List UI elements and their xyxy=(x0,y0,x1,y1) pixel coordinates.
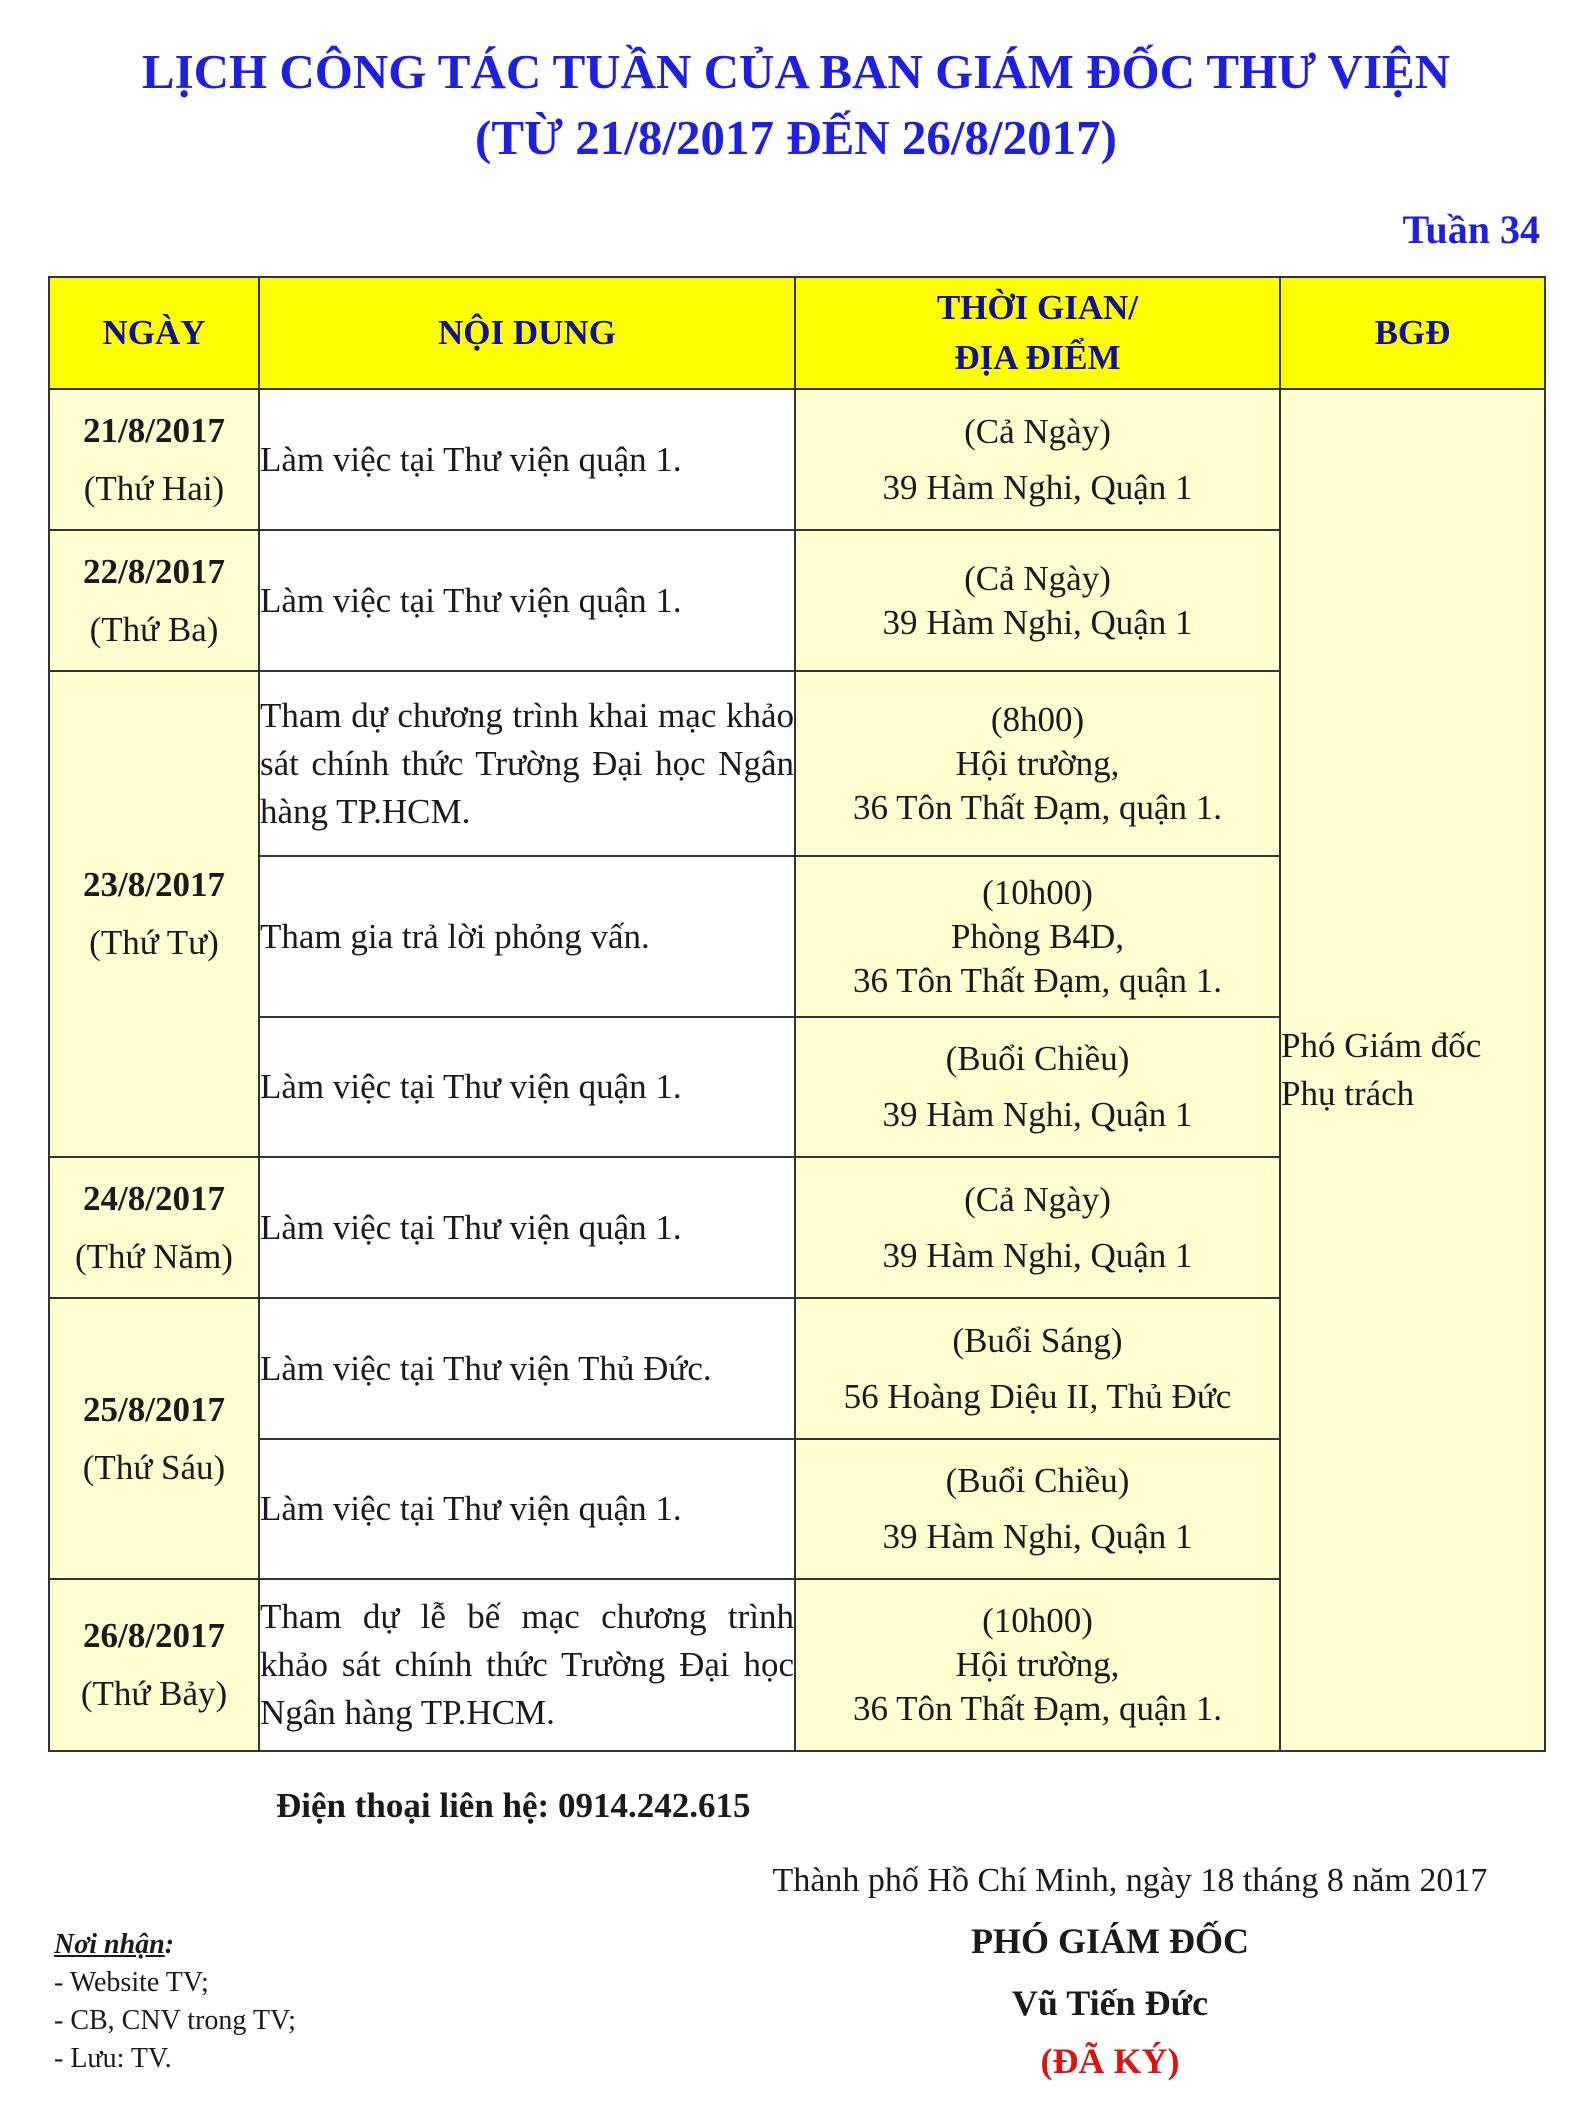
content-cell: Làm việc tại Thư viện quận 1. xyxy=(259,1157,795,1298)
table-header-row xyxy=(49,277,1545,389)
time-place-cell xyxy=(795,1298,1280,1439)
place-text-2: 36 Tôn Thất Đạm, quận 1. xyxy=(852,1689,1223,1728)
place-text: 39 Hàm Nghi, Quận 1 xyxy=(882,467,1193,507)
contact-phone: Điện thoại liên hệ: 0914.242.615 xyxy=(276,1786,751,1825)
time-text: (8h00) xyxy=(990,699,1085,739)
recipients-heading xyxy=(54,1926,296,1964)
day-cell xyxy=(49,1298,259,1579)
day-weekday: (Thứ Bảy) xyxy=(80,1674,228,1713)
table-row xyxy=(49,389,1545,530)
day-weekday: (Thứ Ba) xyxy=(89,609,219,649)
place-text: 39 Hàm Nghi, Quận 1 xyxy=(882,1517,1193,1556)
place-date: Thành phố Hồ Chí Minh, ngày 18 tháng 8 năm 2017 xyxy=(772,1862,1488,1899)
time-place-cell xyxy=(795,1157,1280,1298)
time-text: (10h00) xyxy=(982,872,1093,912)
recipient-item: - CB, CNV trong TV; xyxy=(54,2005,296,2036)
place-text: 39 Hàm Nghi, Quận 1 xyxy=(882,1235,1193,1275)
content-cell: Tham dự lễ bế mạc chương trình khảo sát chính thức Trường Đại học Ngân hàng TP.HCM. xyxy=(259,1579,795,1751)
place-text: Phòng B4D, xyxy=(950,916,1125,956)
day-cell xyxy=(49,671,259,1157)
day-date: 25/8/2017 xyxy=(83,1389,225,1429)
col-header-content: NỘI DUNG xyxy=(259,277,795,389)
day-weekday: (Thứ Tư) xyxy=(89,923,219,962)
content-cell: Làm việc tại Thư viện quận 1. xyxy=(259,389,795,530)
col-header-time-place xyxy=(795,277,1280,389)
recipients-title: Nơi nhận xyxy=(54,1929,165,1960)
col-header-bgd: BGĐ xyxy=(1280,277,1545,389)
recipient-item: - Website TV; xyxy=(54,1967,209,1998)
day-cell xyxy=(49,530,259,671)
time-place-cell xyxy=(795,671,1280,856)
time-place-cell xyxy=(795,856,1280,1017)
day-cell xyxy=(49,1579,259,1751)
time-text: (Buổi Chiều) xyxy=(945,1039,1130,1078)
time-text: (Cả Ngày) xyxy=(964,1179,1111,1219)
time-text: (Cả Ngày) xyxy=(964,558,1111,598)
content-cell: Làm việc tại Thư viện quận 1. xyxy=(259,1017,795,1157)
time-place-cell xyxy=(795,530,1280,671)
time-text: (10h00) xyxy=(982,1601,1093,1640)
time-text: (Buổi Sáng) xyxy=(952,1320,1123,1360)
recipients-block xyxy=(54,1926,296,2078)
content-cell: Làm việc tại Thư viện Thủ Đức. xyxy=(259,1298,795,1439)
time-text: (Buổi Chiều) xyxy=(945,1461,1130,1500)
schedule-table xyxy=(48,276,1546,1752)
recipients-colon: : xyxy=(164,1929,175,1960)
col-header-date: NGÀY xyxy=(49,277,259,389)
place-text: 56 Hoàng Diệu II, Thủ Đức xyxy=(843,1376,1232,1416)
place-text: Hội trường, xyxy=(955,743,1120,783)
content-cell: Làm việc tại Thư viện quận 1. xyxy=(259,530,795,671)
col-header-time: THỜI GIAN/ xyxy=(936,288,1139,327)
day-cell xyxy=(49,389,259,530)
week-number: Tuần 34 xyxy=(1402,207,1540,252)
col-header-place: ĐỊA ĐIỂM xyxy=(954,338,1121,377)
signer-name: Vũ Tiến Đức xyxy=(1011,1983,1209,2023)
time-text: (Cả Ngày) xyxy=(964,411,1111,451)
time-place-cell xyxy=(795,389,1280,530)
signer-role: PHÓ GIÁM ĐỐC xyxy=(971,1921,1249,1961)
content-cell: Làm việc tại Thư viện quận 1. xyxy=(259,1439,795,1579)
day-weekday: (Thứ Sáu) xyxy=(82,1447,226,1487)
place-text-2: 36 Tôn Thất Đạm, quận 1. xyxy=(852,960,1223,1000)
content-cell: Tham gia trả lời phỏng vấn. xyxy=(259,856,795,1017)
time-place-cell xyxy=(795,1579,1280,1751)
day-weekday: (Thứ Năm) xyxy=(75,1236,233,1276)
recipient-item: - Lưu: TV. xyxy=(54,2043,172,2074)
place-text: 39 Hàm Nghi, Quận 1 xyxy=(882,1095,1193,1134)
time-place-cell xyxy=(795,1439,1280,1579)
place-text: Hội trường, xyxy=(955,1645,1120,1684)
content-cell: Tham dự chương trình khai mạc khảo sát chính thức Trường Đại học Ngân hàng TP.HCM. xyxy=(259,671,795,856)
signed-mark: (ĐÃ KÝ) xyxy=(1040,2041,1180,2081)
day-date: 22/8/2017 xyxy=(83,551,225,591)
day-weekday: (Thứ Hai) xyxy=(83,468,225,508)
document-title: LỊCH CÔNG TÁC TUẦN CỦA BAN GIÁM ĐỐC THƯ VIỆN xyxy=(141,44,1451,99)
day-cell xyxy=(49,1157,259,1298)
bgd-line1: Phó Giám đốc xyxy=(1281,1026,1482,1065)
bgd-cell xyxy=(1280,389,1545,1751)
place-text: 39 Hàm Nghi, Quận 1 xyxy=(882,602,1193,642)
bgd-line2: Phụ trách xyxy=(1281,1074,1415,1113)
time-place-cell xyxy=(795,1017,1280,1157)
document-date-range: (TỪ 21/8/2017 ĐẾN 26/8/2017) xyxy=(475,110,1117,165)
place-text-2: 36 Tôn Thất Đạm, quận 1. xyxy=(852,787,1223,827)
day-date: 24/8/2017 xyxy=(83,1178,225,1218)
day-date: 26/8/2017 xyxy=(83,1616,225,1655)
day-date: 23/8/2017 xyxy=(83,865,225,904)
day-date: 21/8/2017 xyxy=(83,410,225,450)
